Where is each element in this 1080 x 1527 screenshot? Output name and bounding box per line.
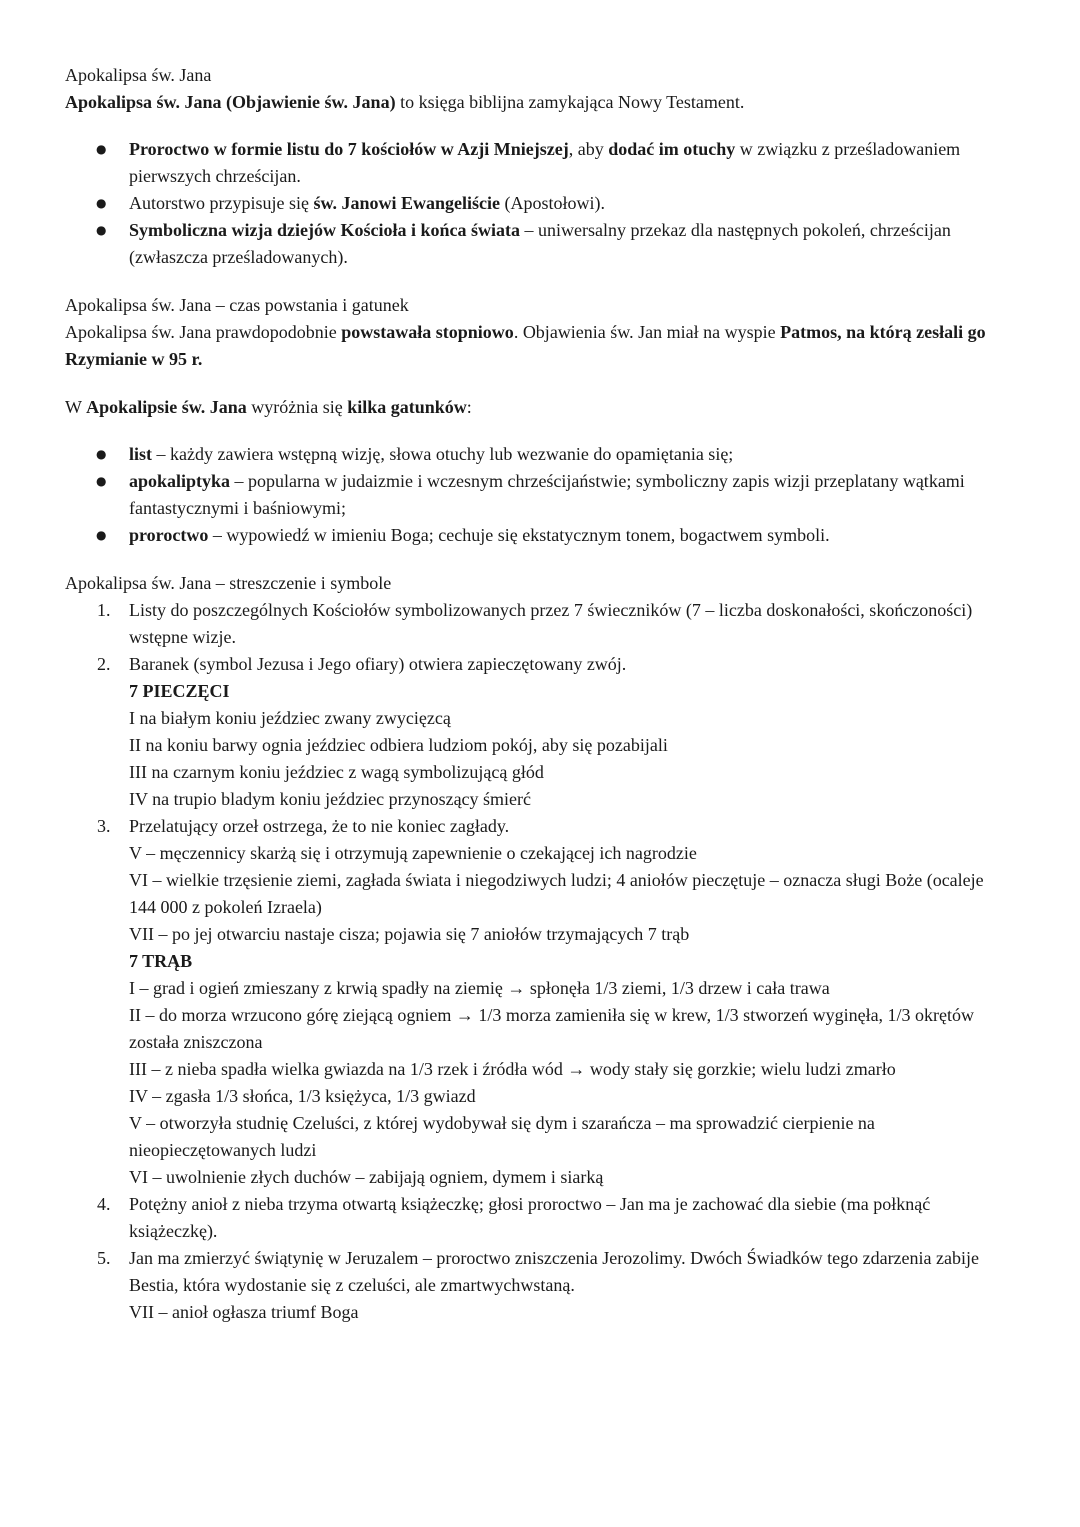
bold-text: powstawała stopniowo (341, 322, 514, 342)
bold-text: Patmos, na którą zesłali go Rzymianie w 95 r. (65, 322, 986, 369)
item-line: IV na trupio bladym koniu jeździec przynoszący śmierć (129, 789, 532, 809)
bold-text: Symboliczna wizja dziejów Kościoła i końca świata (129, 220, 520, 240)
text-run: (Apostołowi). (500, 193, 605, 213)
text-run: Autorstwo przypisuje się (129, 193, 314, 213)
summary-item (65, 651, 1010, 813)
item-line: VI – uwolnienie złych duchów – zabijają ogniem, dymem i siarką (129, 1167, 604, 1187)
text-run: W (65, 397, 87, 417)
summary-item (65, 1191, 1010, 1245)
summary-bullets (65, 136, 1010, 271)
bold-text: kilka gatunków (347, 397, 467, 417)
section-title-origin: Apokalipsa św. Jana – czas powstania i gatunek (65, 295, 409, 315)
intro-paragraph (65, 89, 1010, 116)
bold-text: apokaliptyka (129, 471, 231, 491)
text-run: – każdy zawiera wstępną wizję, słowa otuchy lub wezwanie do opamiętania się; (152, 444, 734, 464)
text-run: to księga biblijna zamykająca Nowy Testament. (395, 92, 745, 112)
item-line: VI – wielkie trzęsienie ziemi, zagłada świata i niegodziwych ludzi; 4 aniołów pieczętuje – oznacza sługi Boże (ocaleje 144 000 z pokoleń Izraela) (129, 870, 984, 917)
section-title-intro: Apokalipsa św. Jana (65, 65, 212, 85)
item-number: 3. (97, 816, 111, 836)
text-run: w związku z prześladowaniem pierwszych chrześcijan. (129, 139, 961, 186)
text-run: Apokalipsa św. Jana prawdopodobnie (65, 322, 342, 342)
text-run: – popularna w judaizmie i wczesnym chrześcijaństwie; symboliczny zapis wizji przeplatany wątkami fantastycznymi i baśniowymi; (129, 471, 965, 518)
item-line: IV – zgasła 1/3 słońca, 1/3 księżyca, 1/3 gwiazd (129, 1086, 476, 1106)
sub-heading: 7 PIECZĘCI (129, 681, 230, 701)
genre-item (65, 468, 1010, 522)
item-line: I na białym koniu jeździec zwany zwycięzcą (129, 708, 451, 728)
summary-numbered-list (65, 597, 1010, 1326)
text-run: , aby (568, 139, 609, 159)
item-line: II – do morza wrzucono górę ziejącą ogniem → 1/3 morza zamieniła się w krew, 1/3 stworzeń wyginęła, 1/3 okrętów została zniszczona (129, 1005, 975, 1052)
item-line: Baranek (symbol Jezusa i Jego ofiary) otwiera zapieczętowany zwój. (129, 654, 627, 674)
origin-paragraph (65, 319, 1010, 373)
section-title-summary: Apokalipsa św. Jana – streszczenie i symbole (65, 573, 392, 593)
item-line: Listy do poszczególnych Kościołów symbolizowanych przez 7 świeczników (7 – liczba doskonałości, skończoności) wstępne wizje. (129, 600, 973, 647)
item-line: III na czarnym koniu jeździec z wagą symbolizującą głód (129, 762, 544, 782)
bold-text: dodać im otuchy (608, 139, 736, 159)
genre-item (65, 441, 1010, 468)
sub-heading: 7 TRĄB (129, 951, 193, 971)
item-line: V – męczennicy skarżą się i otrzymują zapewnienie o czekającej ich nagrodzie (129, 843, 697, 863)
bold-text: list (129, 444, 153, 464)
item-number: 1. (97, 600, 111, 620)
summary-item (65, 597, 1010, 651)
text-run: – uniwersalny przekaz dla następnych pokoleń, chrześcijan (zwłaszcza prześladowanych). (129, 220, 951, 267)
item-line: VII – anioł ogłasza triumf Boga (129, 1302, 359, 1322)
item-number: 4. (97, 1194, 111, 1214)
summary-item (65, 1245, 1010, 1326)
item-number: 2. (97, 654, 111, 674)
item-line: Przelatujący orzeł ostrzega, że to nie koniec zagłady. (129, 816, 510, 836)
bullet-item (65, 136, 1010, 190)
text-run: : (466, 397, 472, 417)
item-line: V – otworzyła studnię Czeluści, z której wydobywał się dym i szarańcza – ma sprowadzić cierpienie na nieopieczętowanych ludzi (129, 1113, 875, 1160)
item-number: 5. (97, 1248, 111, 1268)
bold-text: św. Janowi Ewangeliście (313, 193, 500, 213)
item-line: III – z nieba spadła wielka gwiazda na 1/3 rzek i źródła wód → wody stały się gorzkie; wielu ludzi zmarło (129, 1059, 896, 1079)
genres-intro (65, 394, 1010, 421)
bold-text: Proroctwo w formie listu do 7 kościołów w Azji Mniejszej (129, 139, 569, 159)
bullet-item (65, 190, 1010, 217)
item-line: VII – po jej otwarciu nastaje cisza; pojawia się 7 aniołów trzymających 7 trąb (129, 924, 690, 944)
text-run: – wypowiedź w imieniu Boga; cechuje się ekstatycznym tonem, bogactwem symboli. (208, 525, 830, 545)
bold-text: Apokalipsa św. Jana (Objawienie św. Jana) (65, 92, 396, 112)
bold-text: proroctwo (129, 525, 209, 545)
text-run: . Objawienia św. Jan miał na wyspie (513, 322, 781, 342)
document-page (65, 62, 1010, 1326)
item-line: Jan ma zmierzyć świątynię w Jeruzalem – proroctwo zniszczenia Jerozolimy. Dwóch Świadków tego zdarzenia zabije Bestia, która wydostanie się z czeluści, ale zmartwychwstaną. (129, 1248, 979, 1295)
item-line: I – grad i ogień zmieszany z krwią spadły na ziemię → spłonęła 1/3 ziemi, 1/3 drzew i cała trawa (129, 978, 830, 998)
bullet-item (65, 217, 1010, 271)
genre-item (65, 522, 1010, 549)
genres-bullets (65, 441, 1010, 549)
item-line: Potężny anioł z nieba trzyma otwartą książeczkę; głosi proroctwo – Jan ma je zachować dla siebie (ma połknąć książeczkę). (129, 1194, 931, 1241)
bold-text: Apokalipsie św. Jana (86, 397, 247, 417)
item-line: II na koniu barwy ognia jeździec odbiera ludziom pokój, aby się pozabijali (129, 735, 668, 755)
summary-item (65, 813, 1010, 1191)
text-run: wyróżnia się (246, 397, 348, 417)
